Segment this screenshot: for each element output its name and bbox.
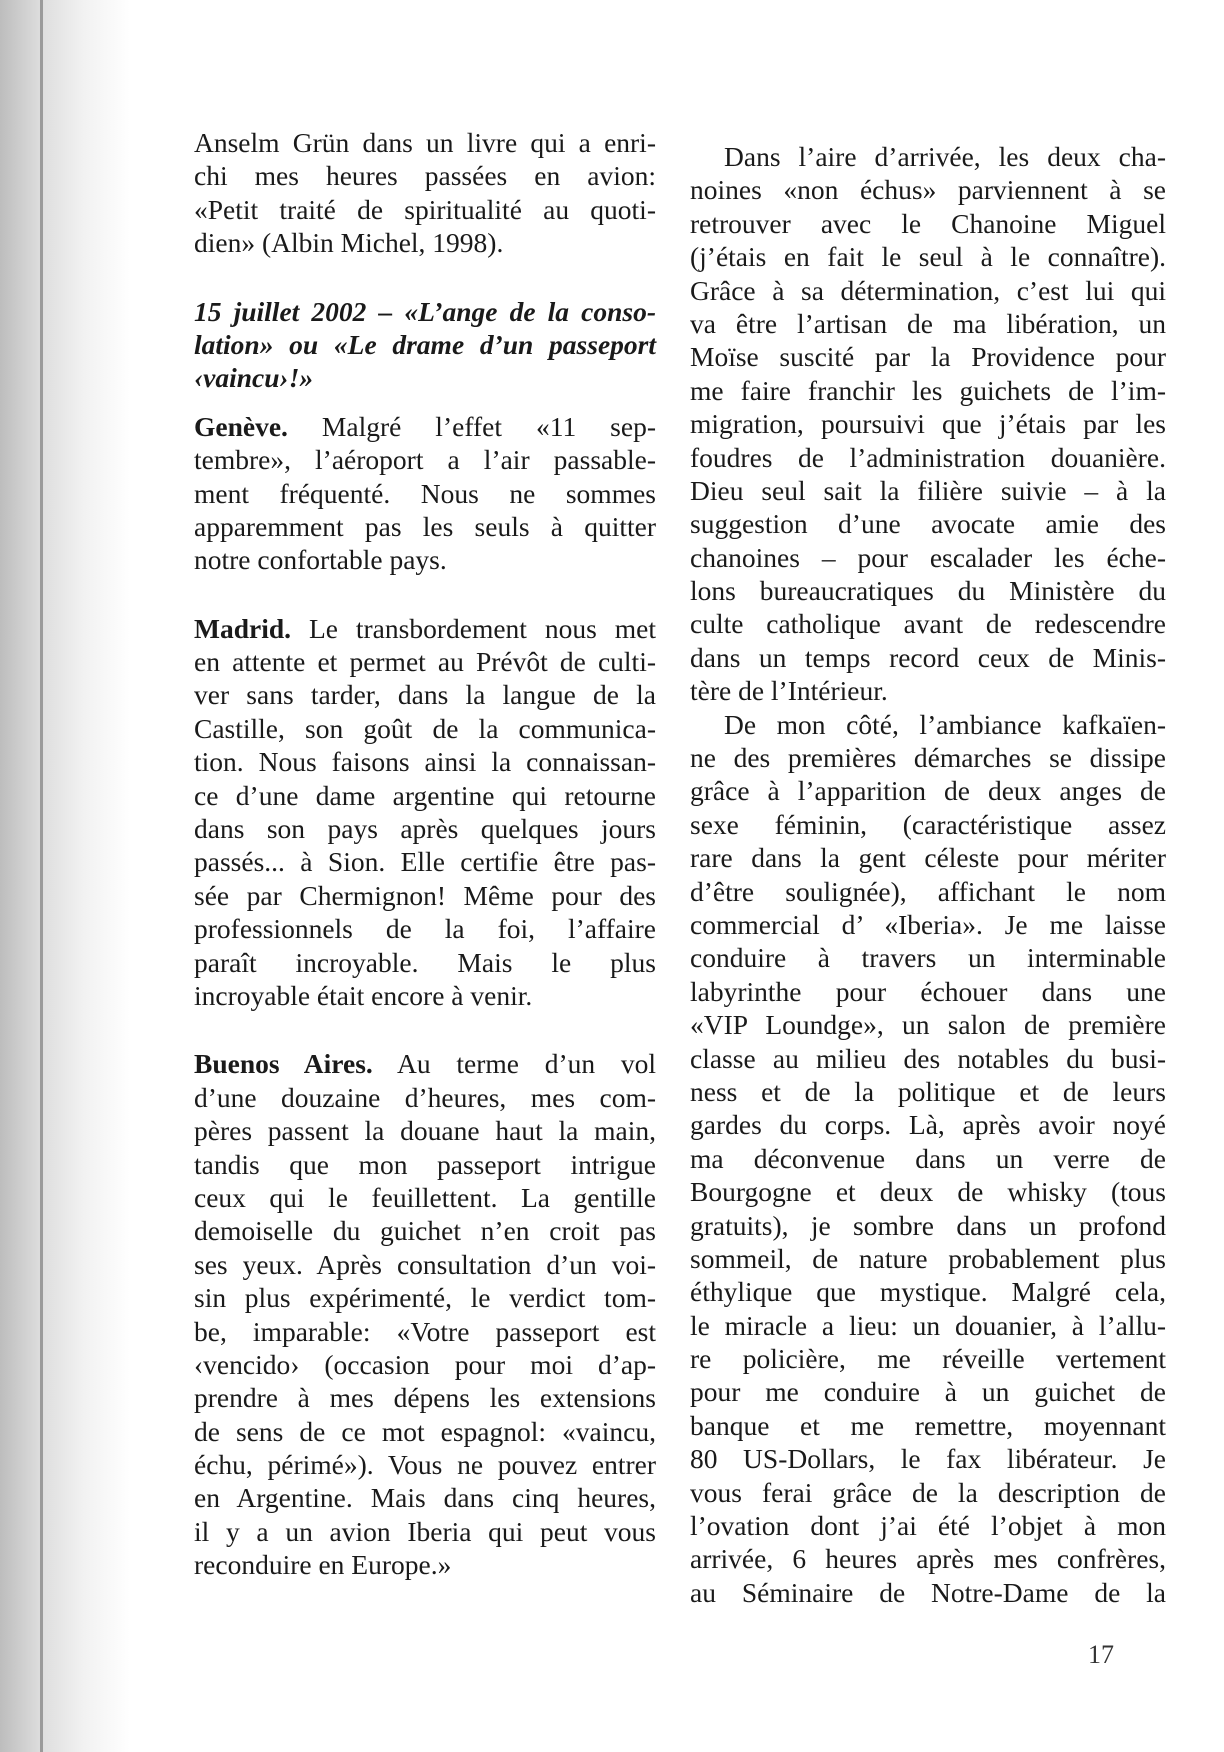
text-line: be, imparable: «Votre passeport est [194,1315,656,1347]
text-line: d’être soulignée), affichant le nom [690,875,1166,907]
heading-line: lation» ou «Le drame d’un passeport [194,328,656,360]
text-line: en attente et permet au Prévôt de culti- [194,646,656,678]
text-line: De mon côté, l’ambiance kafkaïen- [724,708,1166,740]
heading-line: ‹vaincu›!» [194,362,314,394]
text-line: classe au milieu des notables du busi- [690,1042,1166,1074]
text-line: (j’étais en fait le seul à le connaître). [690,241,1166,273]
text-line: incroyable était encore à venir. [194,979,533,1011]
text-line: de sens de ce mot espagnol: «vaincu, [194,1415,656,1447]
text-line: re policière, me réveille vertement [690,1343,1166,1375]
right-paragraph-arrival [690,140,1166,708]
text-line: Anselm Grün dans un livre qui a enri- [194,127,656,158]
text-line: reconduire en Europe.» [194,1549,452,1581]
text-line: gardes du corps. Là, après avoir noyé [690,1109,1166,1141]
text-line: en Argentine. Mais dans cinq heures, [194,1482,656,1514]
right-paragraph-kafka [690,708,1166,1610]
text-line: dans son pays après quelques jours [194,813,656,845]
text-line: d’une douzaine d’heures, mes com- [194,1081,656,1113]
text-line: va être l’artisan de ma libération, un [690,307,1166,339]
text-line: ses yeux. Après consultation d’un voi- [194,1248,656,1280]
text-line: Castille, son goût de la communica- [194,712,656,744]
text-line: prendre à mes dépens les extensions [194,1382,656,1414]
text-line: pères passent la douane haut la main, [194,1115,656,1147]
paragraph-geneve [194,410,656,577]
text-line: ce d’une dame argentine qui retourne [194,779,656,811]
text-line: «Petit traité de spiritualité au quoti- [194,193,656,225]
text-line: Madrid. Le transbordement nous met [194,612,656,644]
heading-line: 15 juillet 2002 – «L’ange de la conso- [194,295,656,327]
section-heading [194,295,656,395]
text-line: apparemment pas les seuls à quitter [194,510,656,542]
text-line: tandis que mon passeport intrigue [194,1148,656,1180]
text-line: chi mes heures passées en avion: [194,160,656,192]
text-line: Genève. Malgré l’effet «11 sep- [194,410,656,442]
text-line: sommeil, de nature probablement plus [690,1242,1166,1274]
text-line: Dans l’aire d’arrivée, les deux cha- [724,141,1166,172]
text-line: gratuits), je sombre dans un profond [690,1209,1166,1241]
text-line: Moïse suscité par la Providence pour [690,341,1166,373]
text-line: ment fréquenté. Nous ne sommes [194,477,656,509]
left-paragraph-intro [194,126,656,260]
text-line: ne des premières démarches se dissipe [690,742,1166,774]
text-line: 80 US-Dollars, le fax libérateur. Je [690,1443,1166,1475]
text-line: me faire franchir les guichets de l’im- [690,374,1166,406]
text-line: demoiselle du guichet n’en croit pas [194,1215,656,1247]
text-line: arrivée, 6 heures après mes confrères, [690,1543,1166,1575]
text-line: ‹vencido› (occasion pour moi d’ap- [194,1348,656,1380]
text-line: sée par Chermignon! Même pour des [194,879,656,911]
text-line: dans un temps record ceux de Minis- [690,641,1166,673]
text-line: grâce à l’apparition de deux anges de [690,775,1166,807]
text-line: ness et de la politique et de leurs [690,1075,1166,1107]
place-lead-madrid: Madrid. [194,612,292,644]
text-line: retrouver avec le Chanoine Miguel [690,207,1166,239]
text-line: banque et me remettre, moyennant [690,1409,1166,1441]
text-line: il y a un avion Iberia qui peut vous [194,1515,656,1547]
text-line: professionnels de la foi, l’affaire [194,913,656,945]
text-line: «VIP Loundge», un salon de première [690,1009,1166,1041]
text-line: ma déconvenue dans un verre de [690,1142,1166,1174]
text-line: foudres de l’administration douanière. [690,441,1166,473]
text-line: sin plus expérimenté, le verdict tom- [194,1282,656,1314]
paragraph-madrid [194,612,656,1013]
text-line: conduire à travers un interminable [690,942,1166,974]
text-line: labyrinthe pour échouer dans une [690,975,1166,1007]
text-line: paraît incroyable. Mais le plus [194,946,656,978]
text-line: l’ovation dont j’ai été l’objet à mon [690,1510,1166,1542]
text-line: Bourgogne et deux de whisky (tous [690,1176,1166,1208]
text-line: ceux qui le feuillettent. La gentille [194,1181,656,1213]
text-line: pour me conduire à un guichet de [690,1376,1166,1408]
right-column [690,140,1166,1609]
text-line: noines «non échus» parviennent à se [690,174,1166,206]
text-line: Grâce à sa détermination, c’est lui qui [690,274,1166,306]
text-line: tère de l’Intérieur. [690,675,888,707]
text-line: le miracle a lieu: un douanier, à l’allu- [690,1309,1166,1341]
text-line: commercial d’ «Iberia». Je me laisse [690,908,1166,940]
text-line: suggestion d’une avocate amie des [690,508,1166,540]
place-lead-buenos-aires: Buenos Aires. [194,1048,373,1080]
paragraph-buenos-aires [194,1047,656,1581]
place-lead-geneve: Genève. [194,410,288,442]
text-line: culte catholique avant de redescendre [690,608,1166,640]
page-number: 17 [1088,1640,1114,1669]
left-column [194,126,656,1582]
text-line: notre confortable pays. [194,544,447,576]
text-line: vous ferai grâce de la description de [690,1476,1166,1508]
text-line: ver sans tarder, dans la langue de la [194,679,656,711]
text-line: Dieu seul sait la filière suivie – à la [690,474,1166,506]
text-line: au Séminaire de Notre-Dame de la [690,1576,1166,1608]
text-line: échu, périmé»). Vous ne pouvez entrer [194,1449,656,1481]
text-line: migration, poursuivi que j’étais par les [690,408,1166,440]
text-line: passés... à Sion. Elle certifie être pas- [194,846,656,878]
text-line: rare dans la gent céleste pour mériter [690,842,1166,874]
text-line: tembre», l’aéroport a l’air passable- [194,444,656,476]
text-line: chanoines – pour escalader les éche- [690,541,1166,573]
text-line: tion. Nous faisons ainsi la connaissan- [194,746,656,778]
text-line: Buenos Aires. Au terme d’un vol [194,1048,656,1080]
text-line: lons bureaucratiques du Ministère du [690,575,1166,607]
text-line: éthylique que mystique. Malgré cela, [690,1276,1166,1308]
text-line: sexe féminin, (caractéristique assez [690,808,1166,840]
text-line: dien» (Albin Michel, 1998). [194,227,504,259]
